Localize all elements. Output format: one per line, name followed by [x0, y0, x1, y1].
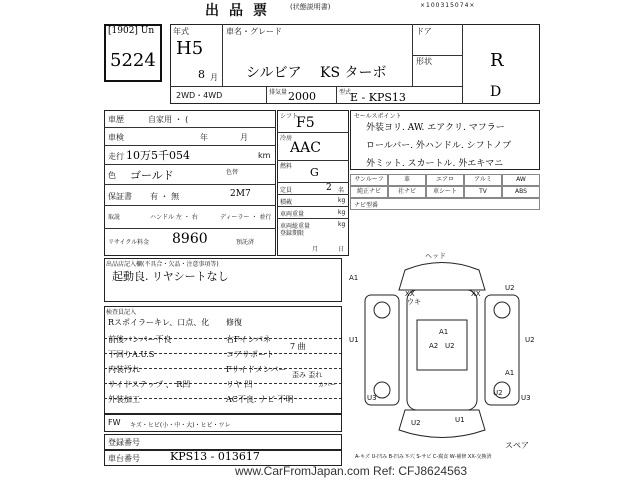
aircon-label: 冷房	[280, 135, 293, 142]
inspection-month-unit: 月	[240, 133, 248, 142]
sheet-subtitle: (状態説明書)	[290, 3, 331, 11]
color-value: ゴールド	[130, 169, 174, 182]
inspection-year-unit: 年	[200, 133, 208, 142]
car-name: シルビア	[246, 65, 302, 81]
warranty-code: 2M7	[230, 189, 251, 199]
month-suffix: 月	[210, 73, 218, 82]
history-label: 車歴	[108, 115, 124, 124]
sales-point-line-1: 外装ヨリ. AW. エアクリ. マフラー	[366, 123, 505, 133]
year-value: H5	[176, 38, 204, 59]
inspector-left-2: 前後バンパー不良	[108, 335, 172, 344]
inspector-right-4: Fサイドメンバー	[226, 365, 287, 374]
navi-model-label: ナビ型番	[354, 202, 379, 209]
option-aero: エアロ	[426, 174, 464, 186]
option-aftermarket-navi: 社ナビ	[388, 186, 426, 198]
lot-code: [1902] Un	[108, 26, 155, 36]
sales-points-label: セールスポイント	[354, 113, 402, 120]
recycle-status: 預託済	[236, 239, 255, 246]
door-label: ドア	[416, 27, 432, 36]
mark-u2-top: U2	[505, 284, 515, 292]
mileage-label: 走行	[108, 152, 124, 161]
recycle-label: リサイクル料金	[108, 239, 150, 246]
car-damage-diagram	[345, 250, 540, 450]
car-grade: KS ターボ	[320, 65, 387, 81]
notes-text: 起動良. リヤシートなし	[112, 270, 229, 283]
expiry-label: 登録期限	[280, 230, 305, 237]
capacity-value: 2	[326, 183, 332, 193]
inspector-left-6: 外装加工	[108, 395, 140, 404]
shape-value: D	[490, 84, 502, 100]
manual-value: ハンドル 左 ・ 右	[150, 214, 198, 221]
inspector-left-4: 内装汚れ	[108, 365, 140, 374]
mark-u2-rear: U2	[411, 419, 421, 427]
load-label: 積載	[280, 199, 293, 206]
history-value: 自家用 ・ (	[148, 115, 189, 124]
shape-label: 形状	[416, 57, 432, 66]
watermark: www.CarFromJapan.com Ref: CFJ8624563	[235, 464, 468, 478]
inspector-left-3: 下回りA.U.S	[108, 350, 155, 359]
option-tv: TV	[464, 186, 502, 198]
car-front-outline	[399, 263, 485, 291]
dealer-label: ディーラー ・ 並行	[220, 214, 272, 221]
mark-a1-roof: A1	[439, 328, 449, 336]
weight-label: 車両重量	[280, 211, 305, 218]
sheet-title: 出品票	[205, 3, 277, 19]
option-oem-navi: 純正ナビ	[350, 186, 388, 198]
model-label: 型式	[339, 89, 352, 96]
color-label: 色	[108, 171, 116, 180]
mark-u1-left: U1	[349, 336, 359, 344]
displacement-label: 排気量	[269, 89, 288, 96]
total-weight-label: 車両総重量	[280, 223, 311, 230]
capacity-label: 定員	[280, 187, 293, 194]
sales-point-line-2: ロールバー. 外ハンドル. シフトノブ	[366, 141, 512, 151]
sales-point-line-3: 外ミット. スカートル. 外エキマニ	[366, 159, 504, 169]
aircon-value: AAC	[290, 140, 321, 156]
mileage-unit: km	[258, 151, 271, 160]
inspector-extra-3: カバー	[318, 382, 337, 389]
lot-number: 5224	[110, 50, 156, 71]
chassis-value: KPS13 - 013617	[170, 450, 260, 463]
inspector-right-5: リヤ 凹	[226, 380, 253, 389]
mark-u2-roof: U2	[445, 342, 455, 350]
inspector-right-1: 修復	[226, 318, 242, 327]
inspector-label: 検査員記入	[106, 309, 137, 316]
weight-unit: kg	[338, 209, 346, 216]
notes-label: 出品店記入欄(不具合・欠品・注意事項等)	[106, 261, 219, 268]
wheel-fr	[494, 302, 510, 318]
capacity-unit: 名	[338, 187, 345, 194]
recycle-value: 8960	[172, 231, 208, 247]
total-weight-unit: kg	[338, 221, 346, 228]
mark-uki: ウキ	[407, 298, 421, 306]
drive-label: 2WD・4WD	[176, 91, 223, 100]
load-unit: kg	[338, 197, 346, 204]
displacement-value: 2000	[288, 90, 316, 103]
mark-xx-2: XX	[471, 290, 481, 298]
manual-label: 取説	[108, 214, 121, 221]
fw-label: FW	[108, 418, 121, 427]
option-alloy: アルミ	[464, 174, 502, 186]
name-label: 車名・グレード	[226, 27, 282, 36]
month-value: 8	[198, 68, 205, 81]
mark-xx-1: XX	[405, 290, 415, 298]
shift-value: F5	[296, 115, 315, 131]
inspector-right-3: コアサポート	[226, 350, 274, 359]
inspector-left-1: Rスポイラーキレ、口点、化	[108, 318, 210, 327]
mark-u3-right: U3	[521, 394, 531, 402]
mark-head: ヘッド	[425, 252, 446, 260]
mileage-value: 10万5千054	[126, 149, 190, 162]
spare-label: スペア	[505, 441, 529, 450]
mark-u2-side: U2	[493, 389, 503, 397]
warranty-label: 保証書	[108, 192, 132, 201]
mark-a1-top: A1	[349, 274, 359, 282]
damage-legend: A-キズ U-凹み B-凹み Y-穴 S-サビ C-腐食 W-補修 XX-交換済	[355, 454, 492, 460]
color-change-label: 色替	[226, 169, 239, 176]
option-abs: ABS	[502, 186, 540, 198]
option-seat: 車シート	[426, 186, 464, 198]
inspector-extra-1: 7 曲	[290, 342, 306, 351]
mark-a1-side: A1	[505, 369, 515, 377]
wheel-fl	[374, 302, 390, 318]
mark-u1-rear: U1	[455, 416, 465, 424]
shift-label: シフト	[280, 113, 299, 120]
navi-model-box	[350, 198, 540, 210]
fw-values: キズ・ヒビ(小・中・大)・ヒビ・ワレ	[130, 422, 231, 429]
option-sunroof: サンルーフ	[350, 174, 388, 186]
model-value: E - KPS13	[350, 91, 406, 104]
option-leather: 革	[388, 174, 426, 186]
inspector-extra-2: 歪み 歪れ	[292, 371, 323, 379]
fuel-value: G	[310, 166, 319, 179]
inspector-left-5: サイドステップ 、 R凹	[108, 380, 191, 389]
expiry-day: 日	[338, 246, 345, 253]
mark-u3-left: U3	[367, 394, 377, 402]
chassis-label: 車台番号	[108, 454, 140, 463]
warranty-value: 有 ・ 無	[150, 192, 180, 201]
left-side-outline	[365, 295, 399, 405]
reg-label: 登録番号	[108, 438, 140, 447]
expiry-month: 月	[312, 246, 319, 253]
fuel-label: 燃料	[280, 163, 293, 170]
inspector-right-6: AC不良. ナビ 不明	[226, 395, 294, 404]
mark-a2-roof: A2	[429, 342, 439, 350]
inspection-label: 車検	[108, 133, 124, 142]
option-aw: AW	[502, 174, 540, 186]
handle-side: R	[490, 50, 504, 71]
barcode-number: ×100315074×	[420, 2, 476, 9]
inspector-right-2: 右Fインパネ	[226, 335, 271, 344]
mark-u2-right: U2	[525, 336, 535, 344]
year-label: 年式	[173, 27, 189, 36]
